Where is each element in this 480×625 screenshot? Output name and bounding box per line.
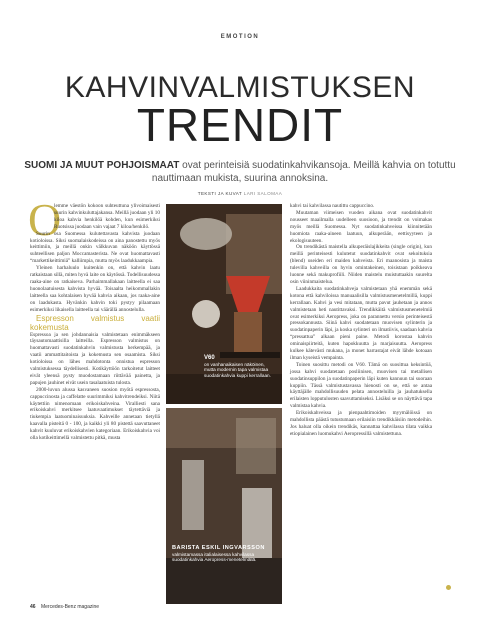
title-line-1: KAHVINVALMISTUKSEN: [64, 71, 416, 104]
photo-barista-aeropress: [166, 408, 282, 604]
article-column-3: [290, 203, 432, 438]
caption-text: valmistamassa italialaisessa kahvilassa suodatinkahvia Aeropress-menetelmällä.: [172, 551, 257, 563]
article-column-1: [30, 203, 160, 442]
paragraph: Suurin osa Suomessa kulutettavasta kahvista juodaan kotioloissa. Siksi suomalaiskodeissa on aina panostettu myös keittimiin, ja meillä onkin välkkuvan näköön käyttössä suhteellisen paljon Moccamasterista. Ne ovat huomattavasti “markettikeittimiä” kalliimpia, mutta myös laadukkaampia.: [30, 230, 160, 265]
byline-label: TEKSTI JA KUVAT: [197, 191, 243, 196]
caption-title: BARISTA ESKIL INGVARSSON: [172, 545, 265, 551]
title-line-2: TRENDIT: [136, 99, 344, 151]
caption-text: on vanhanaikaisen näköinen, mutta modernin tapa valmistaa suodatinkahvia kuppi kerrallaan.: [204, 361, 271, 378]
caption-title: V60: [204, 355, 215, 361]
paragraph: Laadukkaita suodatinkahveja valmistetaan yhä enemmän sekä kotona että kahviloissa manuaalisilla valmistusmenetelmillä, kuppi kerrallaan. Kahvi ja vesi mitataan, mutta pavut jauhetaan ja annos valmistetaan heti nautittavaksi. Trendikkäitä valmistusmenetelmiä ovat esimerkiksi Aeropress, joka on parannettu versio perinteisestä pressokannusta. Siinä kahvi suodatetaan muovisen sylinterin ja suodatinpaperin läpi, ja koska sylinteri on ilmatiivis, saadaan kahvia “pressattua” alkaan pieni paine. Metodi korostaa kahvin ominaispiirteitä, kuten hapokkuutta ja marjaisuutta. Aeropress kulkee kätevästi mukana, ja monet harrastajat eivät lähde kotoaan ilman kyseistä vempainta.: [290, 285, 432, 361]
paragraph: Toinen suosittu metodi on V60. Tämä on suosittua keksintöä, jossa kahvi suodatetaan posliinisen, muovisen tai metallisen suodatinsuppilon ja suodatinpaperin läpi kuten kannuun tai suoraan kuppiin. Tässä valmistustavassa hienosti on se, että se antaa käyttäjälle mahdollisuuden pelata annosteluilla ja jauhatuksella erilaisten lopputulosten saavuttamiseksi. Lisäksi se on näyttävä tapa valmistaa kahvia.: [290, 361, 432, 410]
caption-v60: [204, 356, 276, 378]
lead-text: ovat perinteisiä suodatinkahvikansoja. Meillä kahvia on totuttu nauttimaan mukista, suurina annoksina.: [151, 160, 456, 184]
barista-illustration: [166, 408, 282, 604]
paragraph: lemme väestön kokoon suhteuttuna ylivoimaisesti suurin kahvinkuluttajakansa. Meillä juodaan yli 10 kiloa kahvia henkilöä kohden, kun esimerkiksi Ruotsissa juodaan vain vajaat 7 kiloa/henkilö.: [54, 203, 160, 230]
end-mark-icon: [446, 585, 451, 590]
caption-barista: [172, 546, 272, 563]
paragraph: Erikoiskahveissa ja pienpaahtimoiden myymälöissä on mahdollista päästä tutustumaan erilaisiin trendikkäisiin metodeihin. Jos haluat olla oikein trendikäs, kannattaa kahvilassa tilata vaikka etiopialainen luomukahvi Aeropressillä valmistettuna.: [290, 410, 432, 437]
paragraph: Muutaman viimeisen vuoden aikana ovat suodatinkahvit nousseet maailmalla uudelleen suosioon, ja trendit on voimakas myös meillä Suomessa. Nyt suodatinkahveissa kiinnitetään huomiota raaka-aineen laatuun, alkuperään, eettisyyteen ja ekologisuuteen.: [290, 209, 432, 244]
subheading: Espresson valmistus vaatii kokemusta: [30, 313, 160, 332]
lead-bold: SUOMI JA MUUT POHJOISMAAT: [24, 160, 180, 171]
publication-name: Mercedes-Benz magazine: [40, 604, 100, 610]
paragraph: On trendikästä maistella alkuperäislajikkeita (single origin), kun meillä perinteisesti kulutetut suodatinkahvit ovat sekoituksia (blend) useiden eri maiden kahveista. Eri maanosista ja maista tulevilla kahveilla on hyvin omintakeinen, toisistaan poikkeava luonne sekä makuprofiili. Niiden maistelu muistuttaakin suurelta osin viininmaistelua.: [290, 244, 432, 285]
paragraph: Yleinen harhaluulo kuitenkin on, että kahvin laatu ratkaistaan sillä, miten hyvä laite on käytössä. Todellisuudessa raaka-aine on ratkaiseva. Parhaimmallakaan laitteella ei saa huonolaatuisesta kahvista hyvää. Toisaalta heikommallakin laitteella saa kohtalaisen hyvää kahvia aikaan, jos raaka-aine on laadukasta. Hyvänkin kahvin toki pystyy pilaamaan esimerkiksi likaisella laitteella tai väärällä annostelulla.: [30, 265, 160, 313]
byline-name: LARI SALOMAA: [243, 191, 283, 196]
paragraph: 2000-luvun alussa kasvaneen suosion myötä espressosta, cappuccinosta ja caffelatte suurimmiksi kahvitrendeiksi. Niitä käytettiin nimenomaan erikoiskahveina. Viralliesti sana erikoiskahvi merkitsee laatuvaatimukset täytettäviä ja tiukempia laatuominaisuuksia. Kahveille annetaan tietyllä kaavalla pisteitä 0 - 100, ja kaikki yli 80 pistettä saavuttaneet kahvit kuuluvat erikoiskahvien kategoriaan. Erikoiskahvia voi olla kotikeittimellä valmistettu pitkä, musta: [30, 386, 160, 442]
paragraph: Espressoa ja sen johdannaisia valmistetaan enimmäkseen täysautomaattisilla laitteilla. Espresson valmistus on huomattavasti suodatinkahvin valmistusta herkempää, ja vaatii ammattitaitoista ja kokemusta sen osaamista. Siksi kotioloissa on lähes mahdotonta onnistua espresson valmistuksessa täydellisesti. Kotikäyttöön tarkoitetut laitteet eivät yleensä pysty muodostamaan riittävää painetta, ja papujen jauhinet eivät usein tasalaatuista tulosta.: [30, 331, 160, 386]
section-label: EMOTION: [220, 34, 260, 40]
page-number: 46: [30, 604, 36, 610]
photo-v60-brewer: [166, 204, 282, 404]
drop-cap: O: [28, 194, 62, 245]
paragraph: kahvi tai kahvilassa nautittu cappuccino.: [290, 203, 375, 209]
page-footer: [30, 604, 99, 610]
byline: [0, 191, 480, 196]
lead-paragraph: [20, 159, 460, 185]
